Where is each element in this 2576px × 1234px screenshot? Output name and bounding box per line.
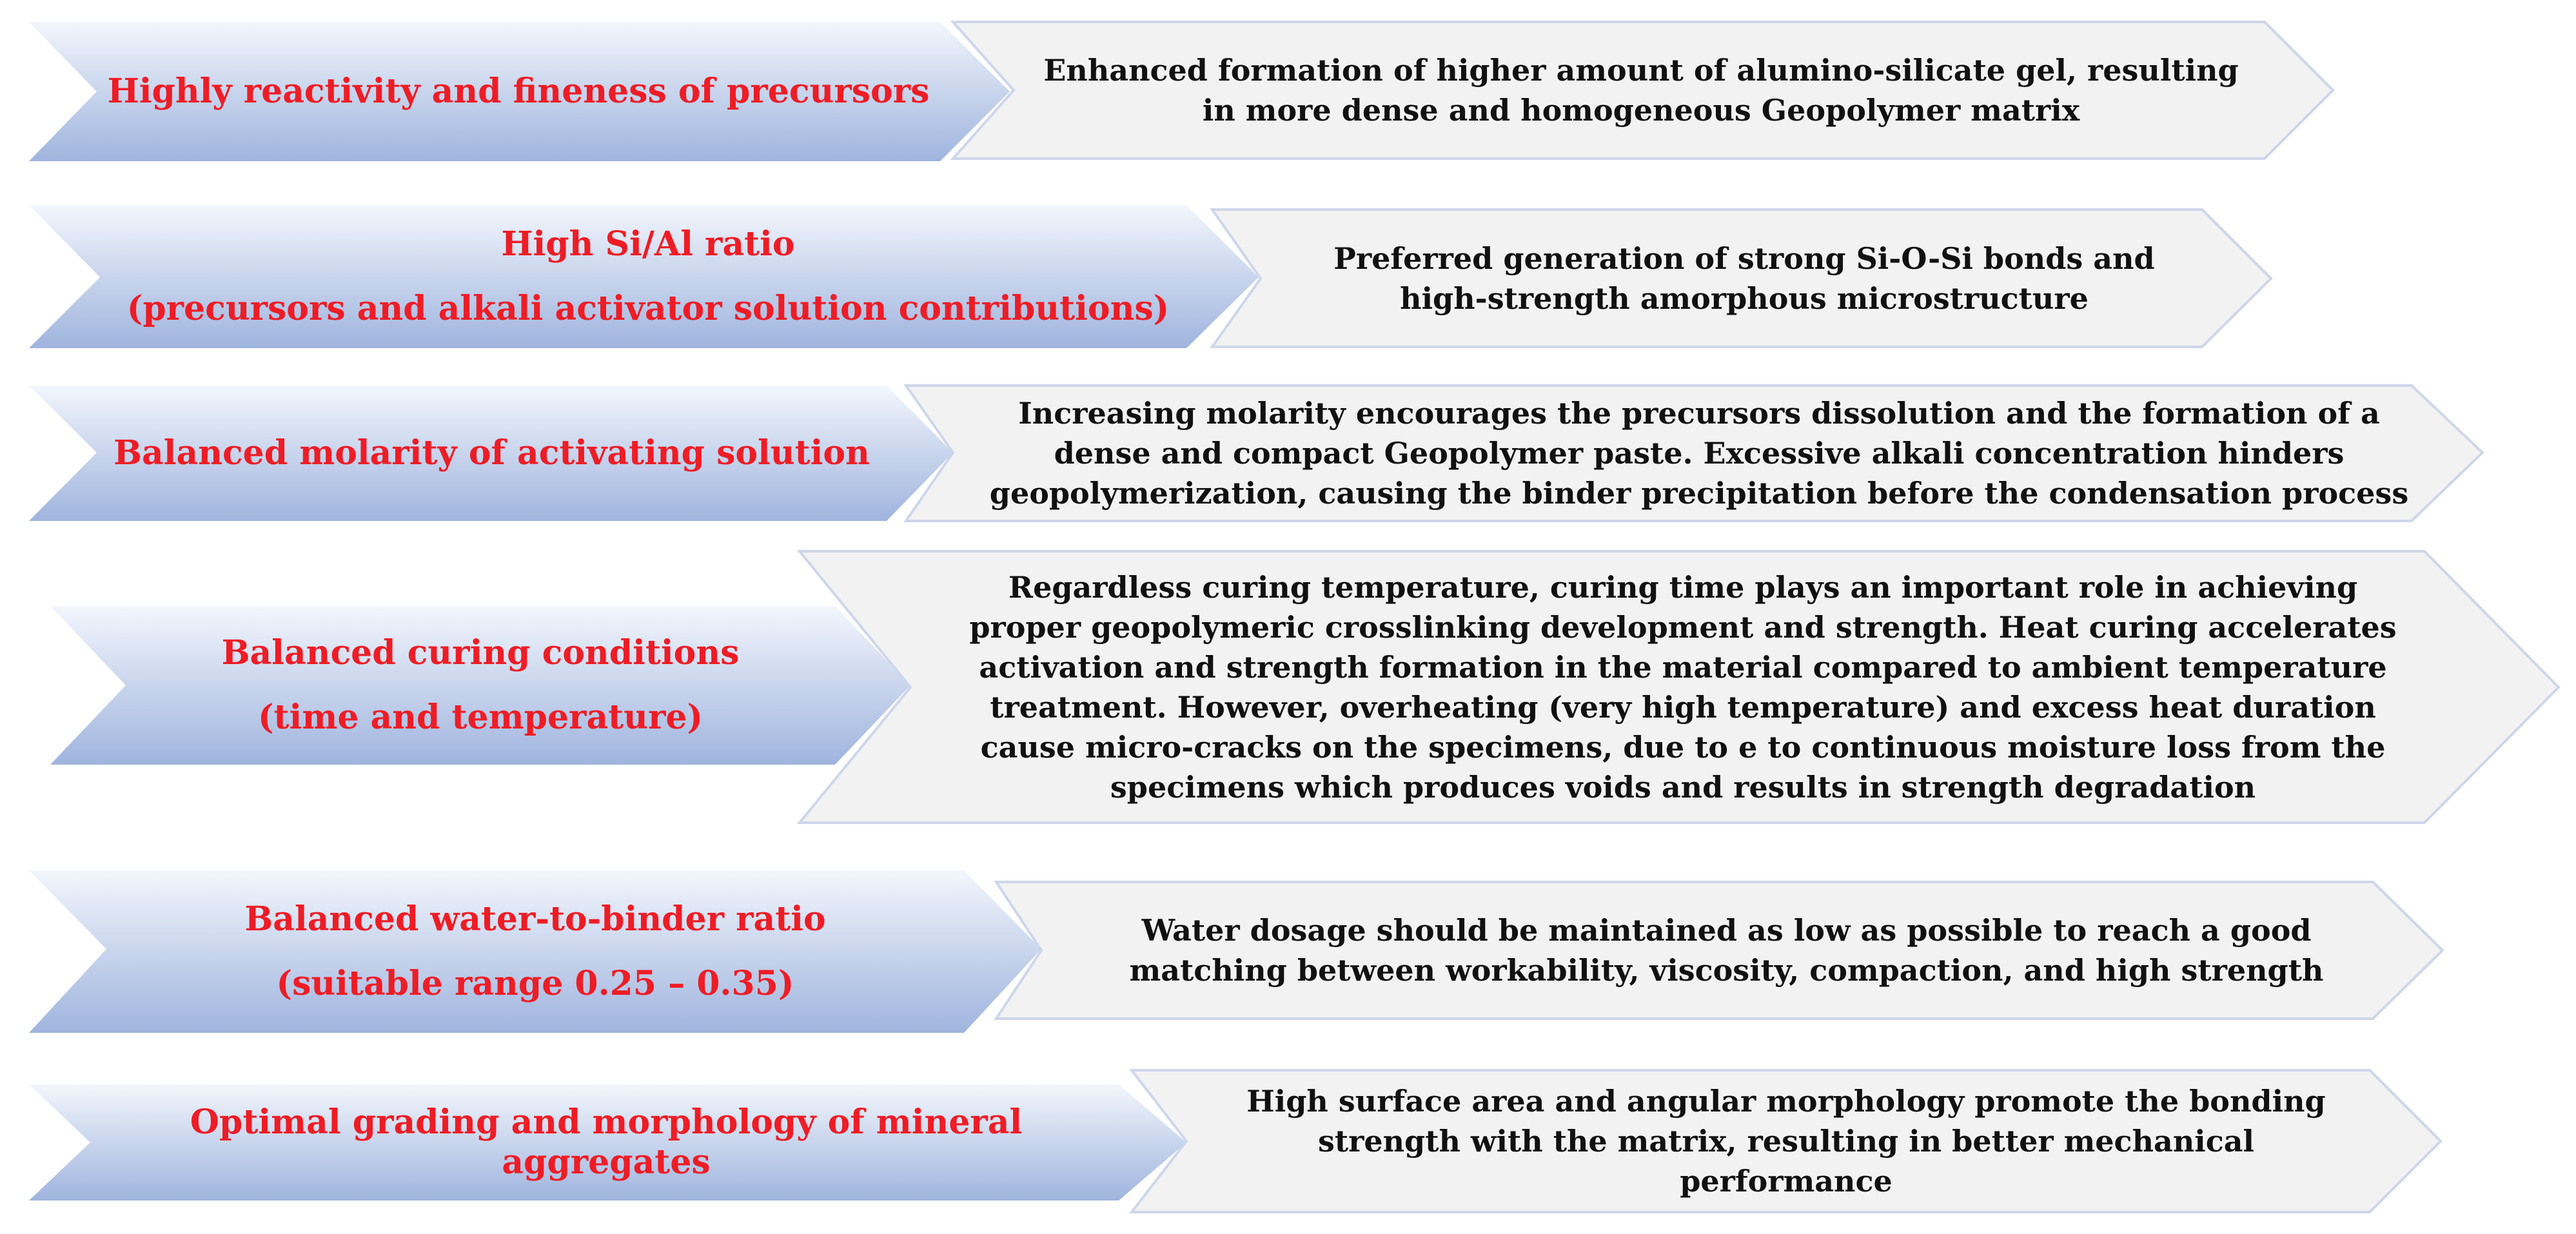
effect-text-1 (1022, 22, 2260, 159)
effect-text-3 (967, 386, 2431, 521)
factor-label-3-line-1: Balanced molarity of activating solution (113, 433, 870, 473)
factor-label-5-line-2: (suitable range 0.25 – 0.35) (276, 964, 794, 1003)
factor-label-4-line-1: Balanced curing conditions (221, 633, 740, 672)
factor-label-2 (100, 205, 1196, 348)
factor-label-1 (97, 22, 940, 161)
effect-text-5 (1096, 882, 2357, 1019)
factor-label-5-line-1: Balanced water-to-binder ratio (244, 899, 826, 939)
factor-label-5 (106, 870, 964, 1033)
effect-text-6-content: High surface area and angular morphology promote the bonding strength with the matrix, resulting in better mechanical performance (1246, 1084, 2326, 1199)
effect-text-6 (1212, 1070, 2360, 1212)
factor-label-6 (90, 1084, 1122, 1200)
factor-label-4-line-2: (time and temperature) (257, 698, 703, 737)
effect-text-2-content: Preferred generation of strong Si-O-Si bonds and high-strength amorphous microstructure (1333, 240, 2155, 316)
effect-text-1-content: Enhanced formation of higher amount of alumino-silicate gel, resulting in more dense and homogeneous Geopolymer matrix (1043, 53, 2239, 128)
effect-text-5-content: Water dosage should be maintained as low as possible to reach a good matching between workability, viscosity, compaction, and high strength (1129, 913, 2324, 988)
factor-label-2-line-2: (precursors and alkali activator solution contributions) (126, 289, 1170, 328)
factor-label-4 (126, 606, 835, 765)
effect-text-4-content: Regardless curing temperature, curing time plays an important role in achieving proper geopolymeric crosslinking development and strength. Heat curing accelerates activation and strength formation in the material compared to ambient temperature treatment. However, overheating (very high temperature) and excess heat duration cause micro-cracks on the specimens, due to e to continuous moisture loss from the specimens which produces voids and results in strength degradation (969, 569, 2397, 805)
effect-text-2 (1319, 210, 2170, 347)
effect-text-4 (958, 551, 2408, 823)
effect-text-3-content: Increasing molarity encourages the precursors dissolution and the formation of a dense and compact Geopolymer paste. Excessive alkali concentration hinders geopolymerization, causing the binder precipitation before the condensation process (989, 396, 2409, 511)
factor-label-3 (97, 386, 887, 521)
factor-label-6-line-1: Optimal grading and morphology of mineral aggregates (190, 1102, 1023, 1182)
factor-label-1-line-1: Highly reactivity and fineness of precursors (107, 72, 930, 111)
factor-label-2-line-1: High Si/Al ratio (501, 224, 795, 264)
